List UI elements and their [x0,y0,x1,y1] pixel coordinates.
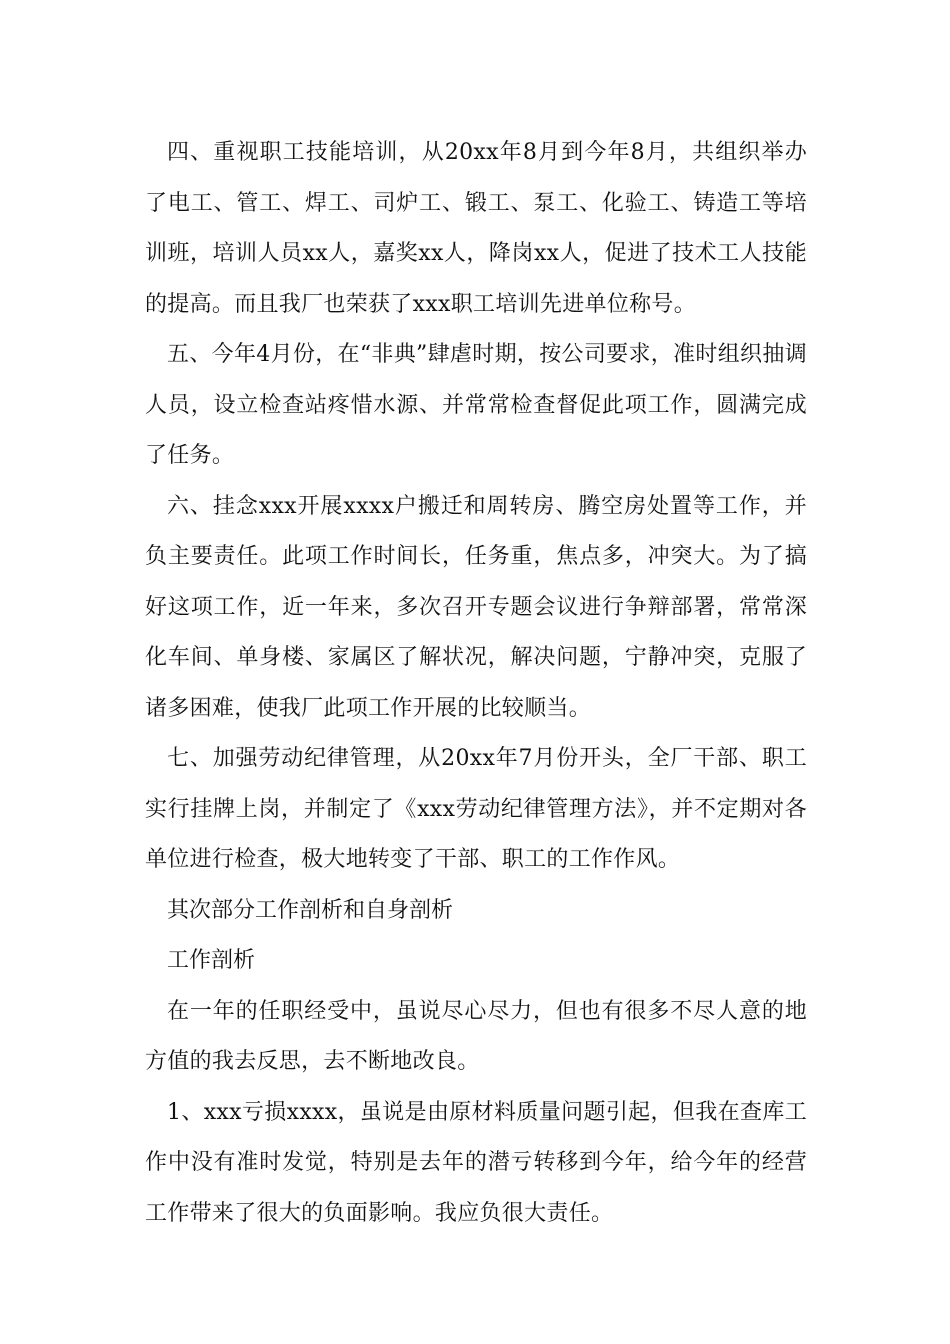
paragraph-discipline: 七、加强劳动纪律管理，从20xx年7月份开头，全厂干部、职工实行挂牌上岗，并制定了《xxx劳动纪律管理方法》，并不定期对各单位进行检查，极大地转变了干部、职工的工作作风。 [145,746,807,872]
paragraph-sars: 五、今年4月份，在“非典”肆虐时期，按公司要求，准时组织抽调人员，设立检查站疼惜水源、并常常检查督促此项工作，圆满完成了任务。 [145,342,807,468]
paragraph-relocation: 六、挂念xxx开展xxxx户搬迁和周转房、腾空房处置等工作，并负主要责任。此项工作时间长，任务重，焦点多，冲突大。为了搞好这项工作，近一年来，多次召开专题会议进行争辩部署，常常深化车间、单身楼、家属区了解状况，解决问题，宁静冲突，克服了诸多困难，使我厂此项工作开展的比较顺当。 [145,493,807,721]
paragraph-training: 四、重视职工技能培训，从20xx年8月到今年8月，共组织举办了电工、管工、焊工、司炉工、锻工、泵工、化验工、铸造工等培训班，培训人员xx人，嘉奖xx人，降岗xx人，促进了技术工人技能的提高。而且我厂也荣获了xxx职工培训先进单位称号。 [145,140,807,317]
subheading-work-analysis: 工作剖析 [167,948,256,973]
section-heading-analysis: 其次部分工作剖析和自身剖析 [167,897,454,923]
paragraph-loss: 1、xxx亏损xxxx，虽说是由原材料质量问题引起，但我在查库工作中没有准时发觉，特别是去年的潜亏转移到今年，给今年的经营工作带来了很大的负面影响。我应负很大责任。 [145,1099,807,1226]
paragraph-reflection: 在一年的任职经受中，虽说尽心尽力，但也有很多不尽人意的地方值的我去反思，去不断地改良。 [145,998,807,1074]
document-body [145,128,807,1239]
